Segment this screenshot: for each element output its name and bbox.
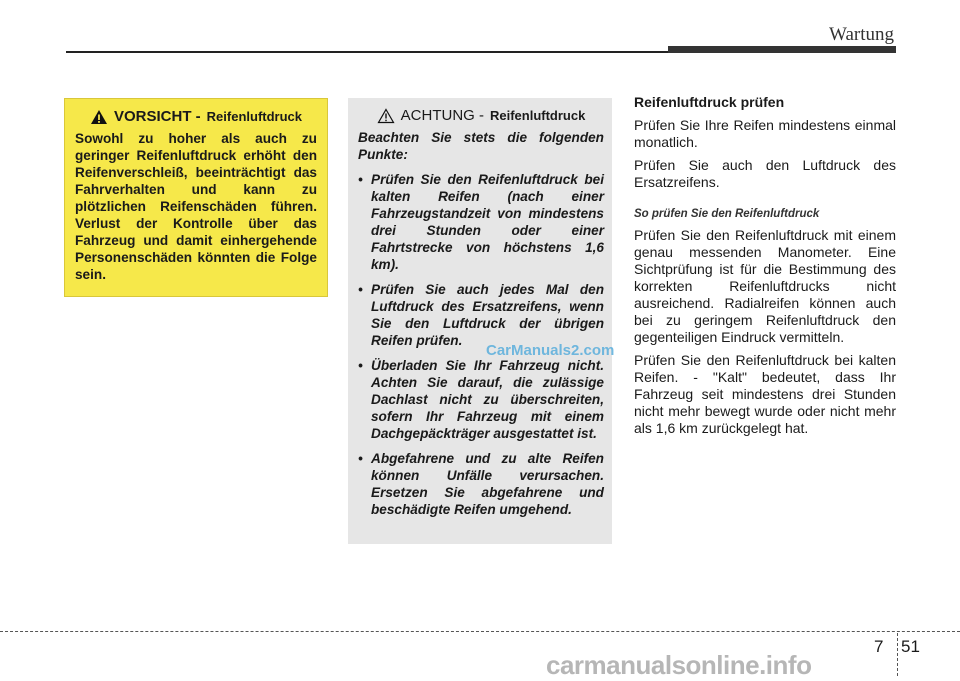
bullet: •	[358, 358, 363, 373]
main-column	[634, 94, 896, 443]
caution-item-text: Prüfen Sie auch jedes Mal den Luftdruck des Ersatzreifens, wenn Sie den Luftdruck der übrigen Reifen prüfen.	[371, 282, 604, 348]
caution-item	[358, 171, 604, 273]
caution-box-header	[358, 106, 604, 125]
warning-box	[64, 98, 328, 297]
warning-box-title: VORSICHT -	[113, 108, 201, 125]
bullet: •	[358, 451, 363, 466]
header-bar	[668, 46, 896, 53]
warning-box-subtitle: Reifenluftdruck	[206, 109, 302, 124]
warning-triangle-filled-icon	[90, 109, 108, 125]
bullet: •	[358, 282, 363, 297]
caution-box	[348, 98, 615, 544]
paragraph: Prüfen Sie auch den Luftdruck des Ersatzreifens.	[634, 157, 896, 190]
subheading: So prüfen Sie den Reifenluftdruck	[634, 208, 820, 220]
paragraph: Prüfen Sie Ihre Reifen mindestens einmal monatlich.	[634, 117, 896, 150]
caution-item	[358, 281, 604, 349]
warning-box-body: Sowohl zu hoher als auch zu geringer Reifenluftdruck erhöht den Reifenverschleiß, beeinträchtigt das Fahrverhalten und kann zu plötzlichen Reifenschäden führen. Verlust der Kontrolle über das Fahrzeug und damit einhergehende Personenschäden könnten die Folge sein.	[75, 131, 317, 282]
page-number: 51	[901, 637, 920, 656]
paragraph: Prüfen Sie den Reifenluftdruck bei kalten Reifen. - "Kalt" bedeutet, dass Ihr Fahrzeug seit mindestens drei Stunden nicht mehr bewegt wurde oder nicht mehr als 1,6 km zurückgelegt hat.	[634, 352, 896, 436]
chapter-number: 7	[874, 637, 884, 656]
caution-box-intro: Beachten Sie stets die folgenden Punkte:	[358, 130, 604, 162]
footer-divider	[897, 633, 898, 676]
caution-item-text: Abgefahrene und zu alte Reifen können Unfälle verursachen. Ersetzen Sie abgefahrene und beschädigte Reifen umgehend.	[371, 451, 604, 517]
caution-item-text: Überladen Sie Ihr Fahrzeug nicht. Achten Sie darauf, die zulässige Dachlast nicht zu überschreiten, sofern Ihr Fahrzeug mit einem Dachgepäckträger ausgestattet ist.	[371, 358, 604, 441]
caution-item	[358, 450, 604, 518]
section-title: Wartung	[829, 24, 894, 45]
paragraph: Prüfen Sie den Reifenluftdruck mit einem genau messenden Manometer. Eine Sichtprüfung ist für die Bestimmung des korrekten Reifenluftdrucks nicht ausreichend. Radialreifen können auch bei zu geringem Reifenluftdruck den gegenteiligen Eindruck vermitteln.	[634, 227, 896, 345]
caution-box-subtitle: Reifenluftdruck	[489, 108, 586, 123]
caution-item-text: Prüfen Sie den Reifenluftdruck bei kalten Reifen (nach einer Fahrzeugstandzeit von mindestens drei Stunden oder einer Fahrtstrecke von höchstens 1,6 km).	[371, 172, 604, 272]
footer-rule	[0, 631, 960, 632]
caution-box-title: ACHTUNG -	[400, 107, 484, 124]
caution-item	[358, 357, 604, 442]
site-watermark: carmanualsonline.info	[546, 650, 812, 680]
warning-box-header	[75, 107, 317, 126]
watermark: CarManuals2.com	[486, 342, 615, 359]
warning-triangle-outline-icon	[377, 108, 395, 124]
bullet: •	[358, 172, 363, 187]
section-heading: Reifenluftdruck prüfen	[634, 94, 785, 110]
